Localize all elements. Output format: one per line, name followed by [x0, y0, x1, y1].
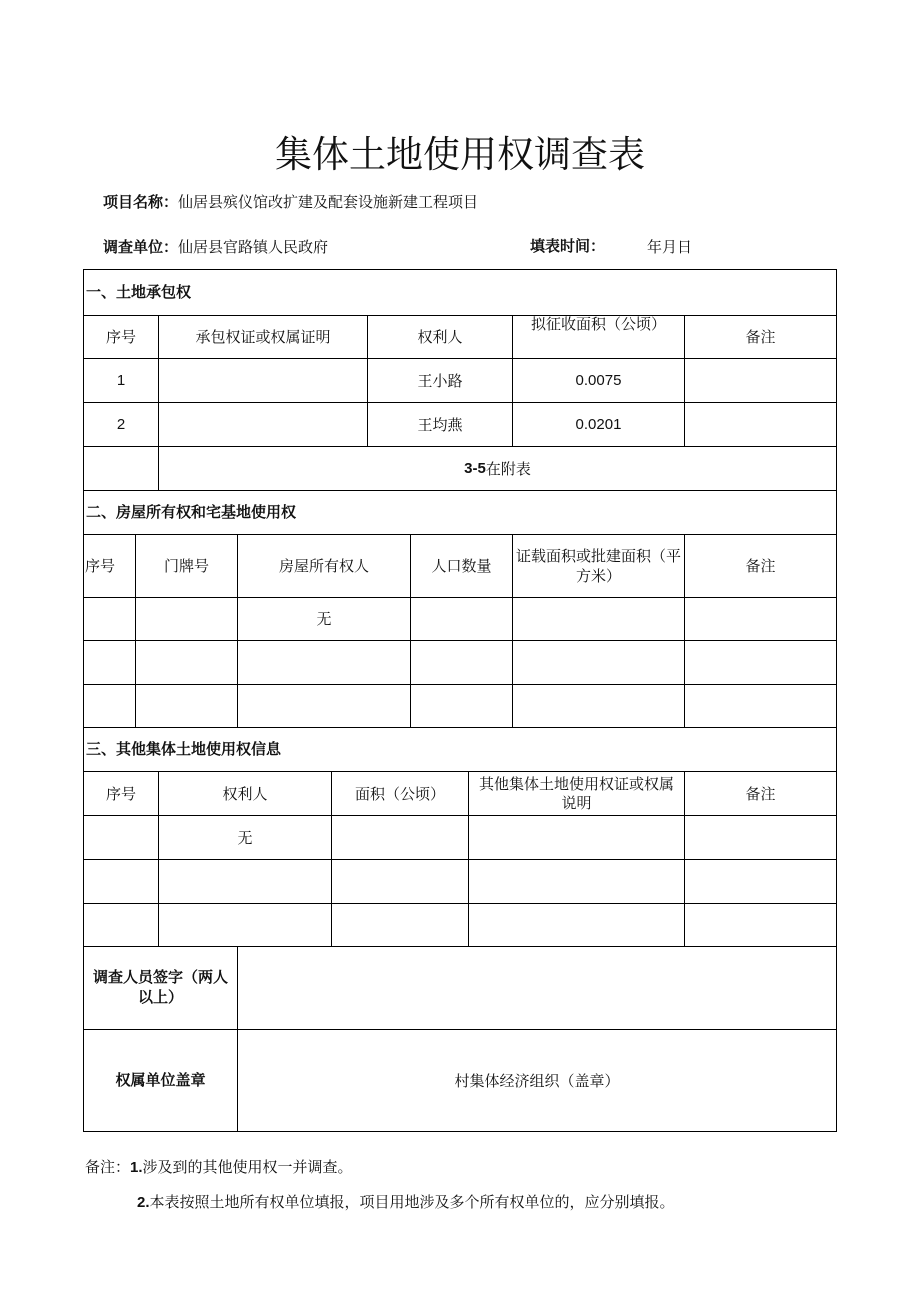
appendix-text: 在附表: [485, 459, 531, 478]
fill-date-value: 年月日: [647, 238, 693, 256]
project-value: 仙居县殡仪馆改扩建及配套设施新建工程项目: [178, 193, 479, 211]
section2-heading: 二、房屋所有权和宅基地使用权: [83, 490, 837, 535]
section2-row-2-owner: [237, 640, 411, 685]
section1-header-holder: 权利人: [367, 315, 513, 359]
section3-header-area: 面积（公顷）: [331, 771, 469, 816]
section1-row-2-remark: [684, 402, 837, 447]
section2-header-owner: 房屋所有权人: [237, 534, 411, 598]
note-1-number: 1.: [130, 1159, 143, 1176]
project-line: [103, 192, 478, 213]
seal-label: 权属单位盖章: [83, 1029, 238, 1132]
section1-row-1-no: 1: [83, 358, 159, 403]
section2-header-door-number: 门牌号: [135, 534, 238, 598]
section3-header-description: 其他集体土地使用权证或权属说明: [468, 771, 685, 816]
section3-row-3-holder: [158, 903, 332, 947]
section3-row-3-area: [331, 903, 469, 947]
note-2-number: 2.: [137, 1194, 150, 1211]
section3-row-1-description: [468, 815, 685, 860]
notes-label: 备注：: [85, 1158, 131, 1176]
signature-area: [237, 946, 837, 1030]
section1-row-1-area: 0.0075: [512, 358, 685, 403]
section1-row-2-certificate: [158, 402, 368, 447]
section3-row-1-remark: [684, 815, 837, 860]
note-2-text: 本表按照土地所有权单位填报，项目用地涉及多个所有权单位的，应分别填报。: [149, 1193, 675, 1211]
survey-unit-value: 仙居县官路镇人民政府: [178, 238, 329, 256]
section1-header-certificate: 承包权证或权属证明: [158, 315, 368, 359]
section1-heading: 一、土地承包权: [83, 269, 837, 316]
section3-row-3-no: [83, 903, 159, 947]
section1-row-2-no: 2: [83, 402, 159, 447]
survey-unit-line: [103, 237, 328, 258]
section2-header-area: 证载面积或批建面积（平方米）: [512, 534, 685, 598]
section1-row-1-remark: [684, 358, 837, 403]
section3-row-3-description: [468, 903, 685, 947]
section2-row-2-remark: [684, 640, 837, 685]
section2-row-1-door-number: [135, 597, 238, 641]
section3-row-2-description: [468, 859, 685, 904]
section2-row-2-population: [410, 640, 513, 685]
section3-row-3-remark: [684, 903, 837, 947]
section2-row-3-door-number: [135, 684, 238, 728]
section3-header-remark: 备注: [684, 771, 837, 816]
section3-row-1-area: [331, 815, 469, 860]
section3-row-2-no: [83, 859, 159, 904]
section3-header-no: 序号: [83, 771, 159, 816]
section2-row-2-no: [83, 640, 136, 685]
note-2: [137, 1192, 675, 1213]
section2-row-2-area: [512, 640, 685, 685]
section2-row-3-owner: [237, 684, 411, 728]
section3-row-1-holder: 无: [158, 815, 332, 860]
section1-header-remark: 备注: [684, 315, 837, 359]
section3-row-2-area: [331, 859, 469, 904]
section1-appendix-note: [158, 446, 837, 491]
project-label: 项目名称：: [103, 194, 179, 211]
section2-row-1-area: [512, 597, 685, 641]
appendix-range: 3-5: [464, 459, 486, 477]
section2-row-3-no: [83, 684, 136, 728]
section2-header-no: 序号: [83, 534, 136, 598]
section2-row-3-population: [410, 684, 513, 728]
section1-row-1-certificate: [158, 358, 368, 403]
section1-row-1-holder: 王小路: [367, 358, 513, 403]
section2-header-remark: 备注: [684, 534, 837, 598]
seal-value: 村集体经济组织（盖章）: [237, 1029, 837, 1132]
section2-row-3-area: [512, 684, 685, 728]
section1-row-2-holder: 王均燕: [367, 402, 513, 447]
page-title: 集体土地使用权调查表: [275, 133, 645, 176]
signature-label: 调查人员签字（两人以上）: [83, 946, 238, 1030]
section3-row-2-remark: [684, 859, 837, 904]
section3-row-2-holder: [158, 859, 332, 904]
section3-row-1-no: [83, 815, 159, 860]
section2-row-2-door-number: [135, 640, 238, 685]
section2-row-3-remark: [684, 684, 837, 728]
survey-unit-label: 调查单位：: [103, 239, 179, 256]
section1-header-no: 序号: [83, 315, 159, 359]
section1-header-area: 拟征收面积（公顷）: [512, 315, 685, 359]
note-1-text: 涉及到的其他使用权一并调查。: [142, 1158, 353, 1176]
section2-row-1-owner: 无: [237, 597, 411, 641]
section2-header-population: 人口数量: [410, 534, 513, 598]
section3-header-holder: 权利人: [158, 771, 332, 816]
section2-row-1-no: [83, 597, 136, 641]
note-1: [85, 1157, 353, 1178]
section2-row-1-population: [410, 597, 513, 641]
section3-heading: 三、其他集体土地使用权信息: [83, 727, 837, 772]
fill-date-label: 填表时间：: [530, 238, 606, 255]
section2-row-1-remark: [684, 597, 837, 641]
section1-row-2-area: 0.0201: [512, 402, 685, 447]
section1-row-3-no: [83, 446, 159, 491]
